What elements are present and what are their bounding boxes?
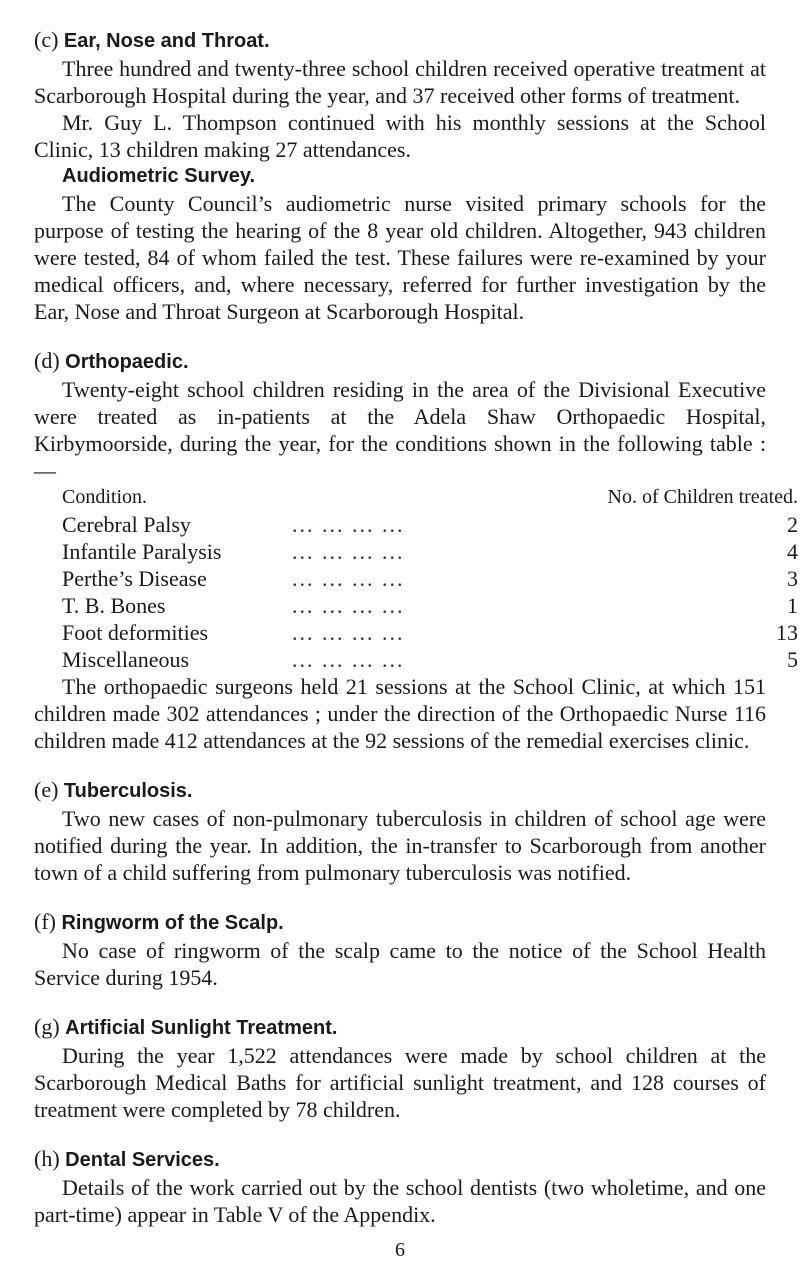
table-row: [62, 565, 798, 592]
table-row: [62, 511, 798, 538]
section-number: (c): [34, 27, 59, 52]
section-title: Artificial Sunlight Treatment.: [65, 1017, 338, 1039]
children-count: 4: [787, 539, 798, 564]
condition-name: Miscellaneous: [62, 647, 190, 672]
section-heading: [34, 1013, 766, 1042]
leader-dots: ... ... ... ...: [292, 647, 405, 672]
section-heading: [34, 1145, 766, 1174]
paragraph: No case of ringworm of the scalp came to the notice of the School Health Service during 1954.: [34, 938, 766, 990]
paragraph: The County Council’s audiometric nurse visited primary schools for the purpose of testing the hearing of the 8 year old children. Altogether, 943 children were tested, 84 of whom failed the test. These failures were re-examined by your medical officers, and, where necessary, referred for further investigation by the Ear, Nose and Throat Surgeon at Scarborough Hospital.: [34, 191, 766, 324]
paragraph: Three hundred and twenty-three school children received operative treatment at Scarborough Hospital during the year, and 37 received other forms of treatment.: [34, 56, 766, 108]
section-number: (f): [34, 909, 56, 934]
leader-dots: ... ... ... ...: [292, 512, 405, 537]
paragraph: Two new cases of non-pulmonary tuberculosis in children of school age were notified during the year. In addition, the in-transfer to Scarborough from another town of a child suffering from pulmonary tuberculosis was notified.: [34, 806, 766, 885]
paragraph: Details of the work carried out by the school dentists (two wholetime, and one part-time) appear in Table V of the Appendix.: [34, 1175, 766, 1227]
leader-dots: ... ... ... ...: [292, 566, 405, 591]
section-ear-nose-throat: [34, 26, 766, 325]
children-count: 2: [787, 512, 798, 537]
section-title: Dental Services.: [65, 1149, 220, 1171]
leader-dots: ... ... ... ...: [292, 620, 405, 645]
table-row: [62, 619, 798, 646]
table-row: [62, 538, 798, 565]
section-tuberculosis: [34, 776, 766, 886]
table-row: [62, 646, 798, 673]
section-heading: [34, 26, 766, 55]
section-orthopaedic: [34, 347, 798, 754]
table-header-row: [62, 484, 798, 511]
condition-name: Cerebral Palsy: [62, 512, 191, 537]
section-artificial-sunlight: [34, 1013, 766, 1123]
condition-name: Perthe’s Disease: [62, 566, 207, 591]
condition-name: T. B. Bones: [62, 593, 166, 618]
section-number: (h): [34, 1146, 60, 1171]
children-count: 5: [787, 647, 798, 672]
section-title: Tuberculosis.: [63, 780, 193, 802]
leader-dots: ... ... ... ...: [292, 593, 405, 618]
section-number: (d): [34, 348, 60, 373]
column-header-count: No. of Children treated.: [607, 486, 798, 508]
paragraph: Mr. Guy L. Thompson continued with his monthly sessions at the School Clinic, 13 children making 27 attendances.: [34, 110, 766, 162]
children-count: 3: [787, 566, 798, 591]
paragraph: The orthopaedic surgeons held 21 sessions at the School Clinic, at which 151 children made 302 attendances ; under the direction of the Orthopaedic Nurse 116 children made 412 attendances at the 92 sessions of the remedial exercises clinic.: [34, 674, 766, 753]
section-dental-services: [34, 1145, 766, 1228]
section-number: (e): [34, 777, 59, 802]
subsection-title: Audiometric Survey.: [62, 165, 256, 187]
section-heading: [34, 908, 766, 937]
section-title: Ear, Nose and Throat.: [63, 30, 270, 52]
paragraph: During the year 1,522 attendances were made by school children at the Scarborough Medical Baths for artificial sunlight treatment, and 128 courses of treatment were completed by 78 children.: [34, 1043, 766, 1122]
section-title: Orthopaedic.: [65, 351, 189, 373]
table-row: [62, 592, 798, 619]
section-title: Ringworm of the Scalp.: [61, 912, 284, 934]
children-count: 1: [787, 593, 798, 618]
paragraph: Twenty-eight school children residing in the area of the Divisional Executive were treated as in-patients at the Adela Shaw Orthopaedic Hospital, Kirbymoorside, during the year, for the conditions shown in the following table :—: [34, 377, 766, 483]
children-count: 13: [776, 620, 798, 645]
condition-name: Infantile Paralysis: [62, 539, 222, 564]
section-heading: [34, 347, 766, 376]
condition-name: Foot deformities: [62, 620, 209, 645]
conditions-table: [62, 484, 798, 673]
page-number: 6: [395, 1239, 405, 1261]
section-heading: [34, 776, 766, 805]
column-header-condition: Condition.: [62, 486, 148, 508]
section-number: (g): [34, 1014, 60, 1039]
section-ringworm: [34, 908, 766, 991]
leader-dots: ... ... ... ...: [292, 539, 405, 564]
